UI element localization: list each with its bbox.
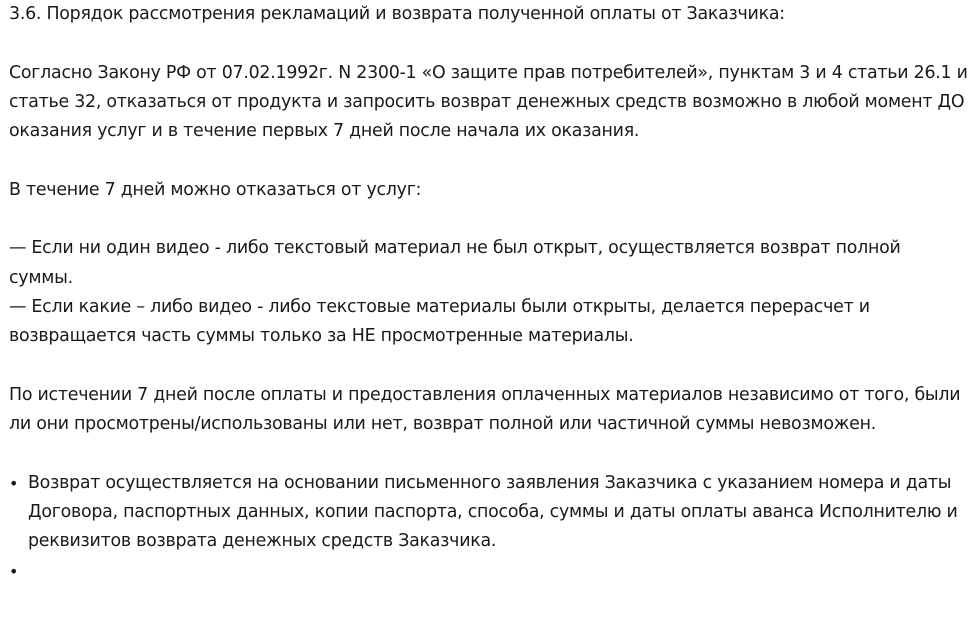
law-paragraph: Согласно Закону РФ от 07.02.1992г. N 2300-1 «О защите прав потребителей», пунктам 3 и 4 статьи 26.1 и статье 32, отказаться от продукта и запросить возврат денежных средств возможно в любой момент ДО оказания услуг и в течение первых 7 дней после начала их оказания. bbox=[9, 62, 968, 142]
dash-item-partial-refund: — Если какие – либо видео - либо текстовые материалы были открыты, делается перерасчет и возвращается часть суммы только за НЕ просмотренные материалы. bbox=[9, 296, 870, 347]
list-item bbox=[9, 557, 969, 586]
bullet-icon: • bbox=[9, 561, 19, 581]
seven-days-paragraph: В течение 7 дней можно отказаться от услуг: bbox=[9, 179, 422, 200]
dash-item-full-refund: — Если ни один видео - либо текстовый материал не был открыт, осуществляется возврат полной суммы. bbox=[9, 238, 901, 288]
bullet-icon: • bbox=[9, 473, 19, 493]
after-seven-days-paragraph: По истечении 7 дней после оплаты и предоставления оплаченных материалов независимо от того, были ли они просмотрены/использованы или нет, возврат полной или частичной суммы невозможен. bbox=[9, 384, 961, 435]
list-item bbox=[9, 469, 969, 557]
list-item-text: Возврат осуществляется на основании письменного заявления Заказчика с указанием номера и даты Договора, паспортных данных, копии паспорта, способа, суммы и даты оплаты аванса Исполнителю и реквизитов возврата денежных средств Заказчика. bbox=[28, 472, 958, 552]
document-body bbox=[9, 0, 969, 586]
bullet-list bbox=[9, 469, 969, 586]
section-heading: 3.6. Порядок рассмотрения рекламаций и возврата полученной оплаты от Заказчика: bbox=[9, 4, 785, 24]
refund-conditions-list bbox=[9, 234, 969, 351]
